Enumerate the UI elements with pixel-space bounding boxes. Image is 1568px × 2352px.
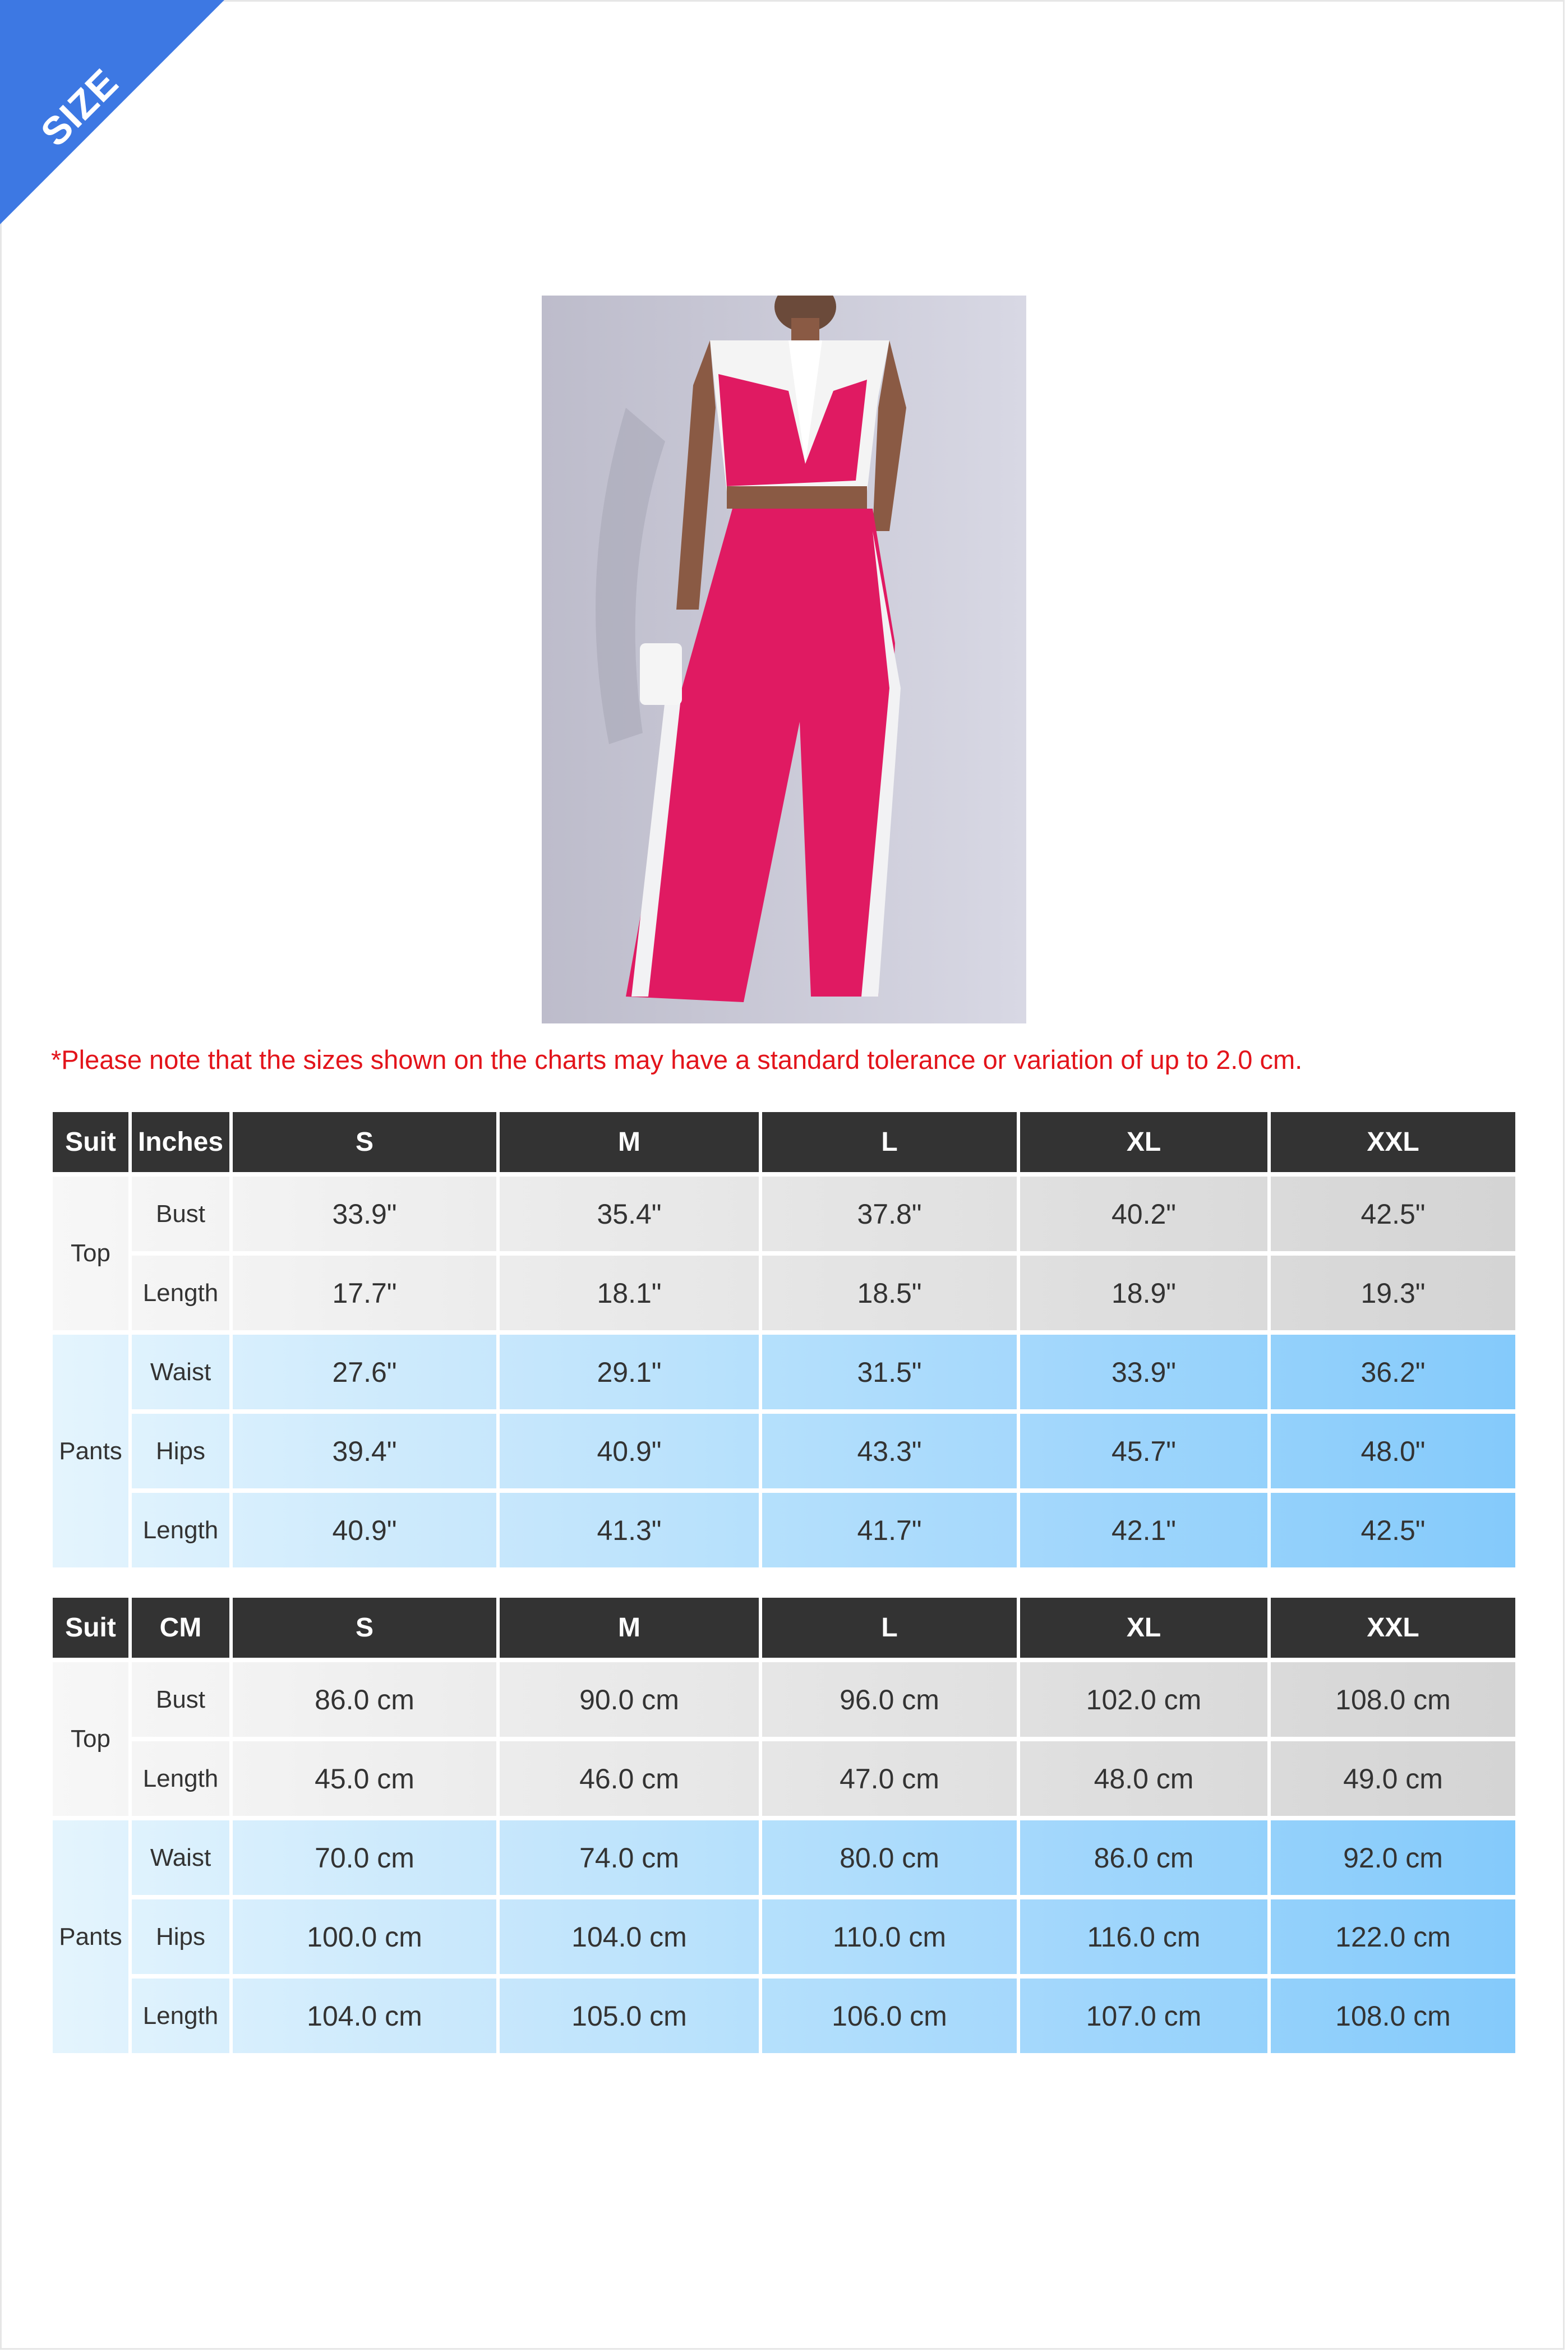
row-label-length: Length [132,1741,229,1816]
size-value: 42.5" [1271,1177,1515,1251]
size-value: 100.0 cm [233,1899,496,1974]
header-unit: Inches [132,1112,229,1172]
row-label-length: Length [132,1493,229,1567]
size-chart-banner [0,0,224,224]
size-value: 96.0 cm [762,1662,1017,1737]
size-value: 43.3" [762,1414,1017,1488]
size-value: 107.0 cm [1020,1979,1267,2053]
group-pants: Pants [53,1820,128,2053]
size-value: 110.0 cm [762,1899,1017,1974]
header-suit: Suit [53,1598,128,1658]
row-label-hips: Hips [132,1414,229,1488]
size-value: 48.0 cm [1020,1741,1267,1816]
header-size-l: L [762,1112,1017,1172]
size-value: 86.0 cm [233,1662,496,1737]
size-value: 108.0 cm [1271,1979,1515,2053]
size-value: 70.0 cm [233,1820,496,1895]
size-value: 80.0 cm [762,1820,1017,1895]
size-value: 41.3" [500,1493,759,1567]
size-value: 40.2" [1020,1177,1267,1251]
size-value: 102.0 cm [1020,1662,1267,1737]
size-value: 33.9" [233,1177,496,1251]
size-value: 40.9" [233,1493,496,1567]
size-value: 42.5" [1271,1493,1515,1567]
size-table-inches [53,1112,1515,1567]
row-label-bust: Bust [132,1177,229,1251]
header-size-l: L [762,1598,1017,1658]
size-value: 90.0 cm [500,1662,759,1737]
size-value: 48.0" [1271,1414,1515,1488]
header-size-xl: XL [1020,1598,1267,1658]
banner-label: SIZE CHART [32,60,177,205]
size-value: 47.0 cm [762,1741,1017,1816]
size-value: 108.0 cm [1271,1662,1515,1737]
size-value: 35.4" [500,1177,759,1251]
size-value: 41.7" [762,1493,1017,1567]
size-value: 122.0 cm [1271,1899,1515,1974]
size-value: 18.1" [500,1256,759,1330]
size-value: 37.8" [762,1177,1017,1251]
product-photo [542,296,1026,1023]
size-value: 86.0 cm [1020,1820,1267,1895]
size-value: 42.1" [1020,1493,1267,1567]
size-value: 33.9" [1020,1335,1267,1409]
row-label-waist: Waist [132,1820,229,1895]
size-value: 40.9" [500,1414,759,1488]
row-label-waist: Waist [132,1335,229,1409]
header-size-xl: XL [1020,1112,1267,1172]
size-value: 18.9" [1020,1256,1267,1330]
size-value: 29.1" [500,1335,759,1409]
size-value: 19.3" [1271,1256,1515,1330]
size-value: 105.0 cm [500,1979,759,2053]
size-value: 31.5" [762,1335,1017,1409]
size-value: 45.0 cm [233,1741,496,1816]
tolerance-note: *Please note that the sizes shown on the charts may have a standard tolerance or variation of up to 2.0 cm. [51,1045,1303,1074]
header-unit: CM [132,1598,229,1658]
header-size-s: S [233,1112,496,1172]
size-value: 74.0 cm [500,1820,759,1895]
group-pants: Pants [53,1335,128,1567]
header-size-xxl: XXL [1271,1112,1515,1172]
size-value: 17.7" [233,1256,496,1330]
row-label-hips: Hips [132,1899,229,1974]
size-value: 27.6" [233,1335,496,1409]
row-label-length: Length [132,1256,229,1330]
header-size-xxl: XXL [1271,1598,1515,1658]
group-top: Top [53,1177,128,1330]
header-size-m: M [500,1598,759,1658]
size-value: 106.0 cm [762,1979,1017,2053]
group-top: Top [53,1662,128,1816]
size-value: 18.5" [762,1256,1017,1330]
size-value: 45.7" [1020,1414,1267,1488]
size-value: 36.2" [1271,1335,1515,1409]
size-value: 104.0 cm [500,1899,759,1974]
row-label-length: Length [132,1979,229,2053]
header-suit: Suit [53,1112,128,1172]
size-value: 46.0 cm [500,1741,759,1816]
size-value: 116.0 cm [1020,1899,1267,1974]
header-size-s: S [233,1598,496,1658]
header-size-m: M [500,1112,759,1172]
size-value: 104.0 cm [233,1979,496,2053]
size-table-cm [53,1598,1515,2053]
row-label-bust: Bust [132,1662,229,1737]
size-value: 39.4" [233,1414,496,1488]
size-value: 49.0 cm [1271,1741,1515,1816]
size-value: 92.0 cm [1271,1820,1515,1895]
